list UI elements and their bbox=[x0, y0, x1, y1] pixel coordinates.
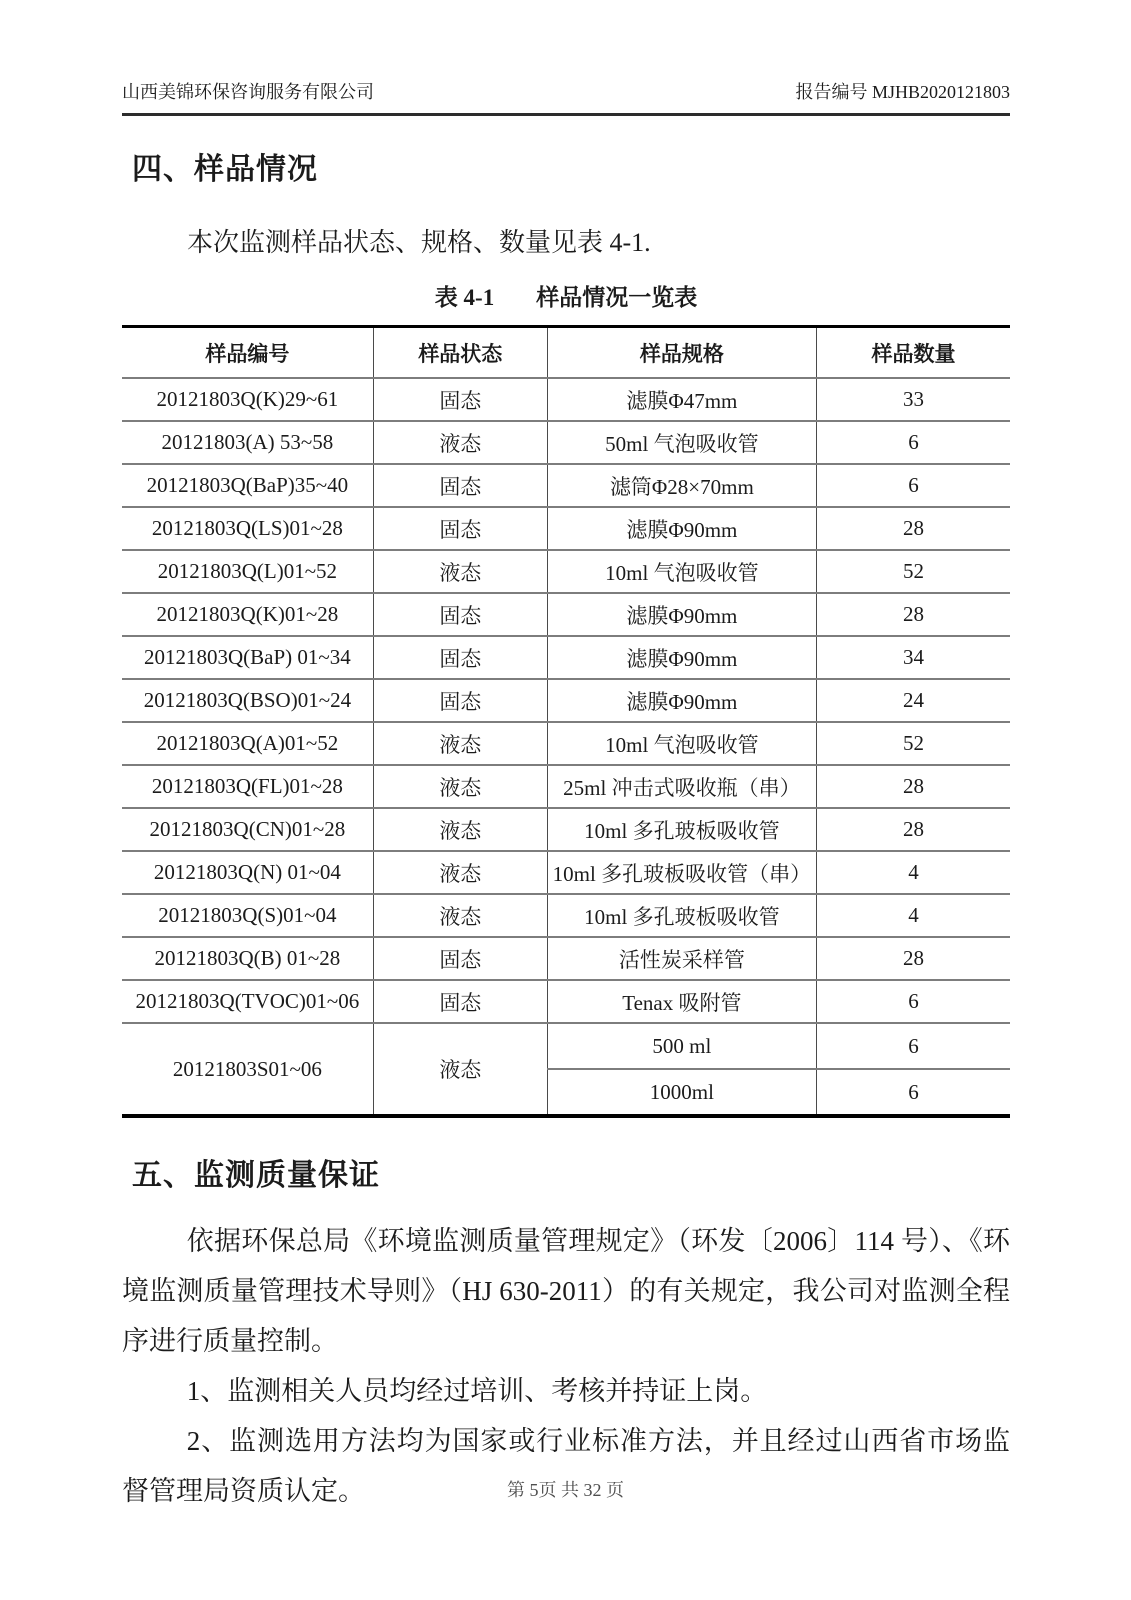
cell-sample-spec: 滤膜Φ90mm bbox=[547, 593, 816, 636]
table-row bbox=[122, 378, 1010, 421]
table-caption-label: 表 4-1 bbox=[434, 285, 495, 310]
col-header-sample-id: 样品编号 bbox=[122, 327, 373, 379]
table-caption-title: 样品情况一览表 bbox=[536, 285, 698, 310]
cell-sample-id: 20121803Q(BaP) 01~34 bbox=[122, 636, 373, 679]
col-header-sample-spec: 样品规格 bbox=[547, 327, 816, 379]
cell-sample-qty: 24 bbox=[816, 679, 1010, 722]
cell-sample-qty: 6 bbox=[816, 421, 1010, 464]
cell-sample-qty: 28 bbox=[816, 937, 1010, 980]
cell-sample-spec: Tenax 吸附管 bbox=[547, 980, 816, 1023]
table-header-row bbox=[122, 327, 1010, 379]
cell-sample-state: 液态 bbox=[373, 722, 547, 765]
cell-sample-id: 20121803Q(N) 01~04 bbox=[122, 851, 373, 894]
table-row bbox=[122, 636, 1010, 679]
cell-sample-id: 20121803Q(CN)01~28 bbox=[122, 808, 373, 851]
col-header-sample-state: 样品状态 bbox=[373, 327, 547, 379]
cell-sample-id: 20121803Q(L)01~52 bbox=[122, 550, 373, 593]
table-row bbox=[122, 593, 1010, 636]
cell-sample-spec: 10ml 多孔玻板吸收管 bbox=[547, 808, 816, 851]
cell-sample-id: 20121803Q(TVOC)01~06 bbox=[122, 980, 373, 1023]
cell-sample-spec: 滤筒Φ28×70mm bbox=[547, 464, 816, 507]
cell-sample-id: 20121803(A) 53~58 bbox=[122, 421, 373, 464]
cell-sample-state: 固态 bbox=[373, 464, 547, 507]
cell-sample-spec: 10ml 气泡吸收管 bbox=[547, 550, 816, 593]
cell-sample-state: 液态 bbox=[373, 808, 547, 851]
table-row bbox=[122, 808, 1010, 851]
cell-sample-qty: 52 bbox=[816, 722, 1010, 765]
cell-sample-id: 20121803Q(S)01~04 bbox=[122, 894, 373, 937]
cell-sample-spec: 500 ml bbox=[547, 1023, 816, 1069]
table-row bbox=[122, 679, 1010, 722]
cell-sample-spec: 50ml 气泡吸收管 bbox=[547, 421, 816, 464]
table-row bbox=[122, 894, 1010, 937]
col-header-sample-qty: 样品数量 bbox=[816, 327, 1010, 379]
cell-sample-state: 液态 bbox=[373, 1023, 547, 1116]
section5-item-1: 1、监测相关人员均经过培训、考核并持证上岗。 bbox=[186, 1376, 768, 1406]
section5-paragraph: 依据环保总局《环境监测质量管理规定》（环发〔2006〕114 号）、《环境监测质量管理技术导则》（HJ 630-2011）的有关规定，我公司对监测全程序进行质量控制。 bbox=[122, 1226, 1010, 1356]
cell-sample-id: 20121803Q(FL)01~28 bbox=[122, 765, 373, 808]
cell-sample-state: 固态 bbox=[373, 679, 547, 722]
cell-sample-qty: 4 bbox=[816, 894, 1010, 937]
cell-sample-qty: 33 bbox=[816, 378, 1010, 421]
company-name: 山西美锦环保咨询服务有限公司 bbox=[122, 82, 374, 102]
cell-sample-spec: 滤膜Φ90mm bbox=[547, 636, 816, 679]
table-row bbox=[122, 851, 1010, 894]
cell-sample-spec: 25ml 冲击式吸收瓶（串） bbox=[547, 765, 816, 808]
table-row bbox=[122, 421, 1010, 464]
cell-sample-id: 20121803Q(B) 01~28 bbox=[122, 937, 373, 980]
cell-sample-qty: 6 bbox=[816, 980, 1010, 1023]
cell-sample-qty: 28 bbox=[816, 765, 1010, 808]
cell-sample-state: 液态 bbox=[373, 421, 547, 464]
cell-sample-state: 固态 bbox=[373, 636, 547, 679]
cell-sample-qty: 28 bbox=[816, 808, 1010, 851]
cell-sample-id: 20121803S01~06 bbox=[122, 1023, 373, 1116]
cell-sample-state: 固态 bbox=[373, 507, 547, 550]
cell-sample-spec: 滤膜Φ90mm bbox=[547, 507, 816, 550]
cell-sample-state: 液态 bbox=[373, 894, 547, 937]
cell-sample-id: 20121803Q(K)29~61 bbox=[122, 378, 373, 421]
cell-sample-id: 20121803Q(A)01~52 bbox=[122, 722, 373, 765]
cell-sample-qty: 6 bbox=[816, 464, 1010, 507]
cell-sample-qty: 52 bbox=[816, 550, 1010, 593]
cell-sample-id: 20121803Q(K)01~28 bbox=[122, 593, 373, 636]
cell-sample-spec: 10ml 多孔玻板吸收管 bbox=[547, 894, 816, 937]
cell-sample-state: 固态 bbox=[373, 378, 547, 421]
cell-sample-qty: 6 bbox=[816, 1023, 1010, 1069]
cell-sample-spec: 滤膜Φ90mm bbox=[547, 679, 816, 722]
cell-sample-id: 20121803Q(LS)01~28 bbox=[122, 507, 373, 550]
page-header bbox=[122, 0, 1010, 116]
cell-sample-spec: 10ml 多孔玻板吸收管（串） bbox=[547, 851, 816, 894]
cell-sample-spec: 滤膜Φ47mm bbox=[547, 378, 816, 421]
cell-sample-state: 固态 bbox=[373, 937, 547, 980]
cell-sample-id: 20121803Q(BSO)01~24 bbox=[122, 679, 373, 722]
cell-sample-state: 液态 bbox=[373, 851, 547, 894]
cell-sample-state: 液态 bbox=[373, 765, 547, 808]
cell-sample-qty: 34 bbox=[816, 636, 1010, 679]
section5-item-2: 2、监测选用方法均为国家或行业标准方法，并且经过山西省市场监督管理局资质认定。 bbox=[122, 1426, 1010, 1506]
page-footer bbox=[0, 1476, 1131, 1502]
report-number: 报告编号 MJHB2020121803 bbox=[795, 82, 1010, 102]
section5-heading: 五、监测质量保证 bbox=[132, 1159, 380, 1192]
page-number: 第 5页 共 32 页 bbox=[507, 1480, 624, 1500]
sample-table bbox=[122, 325, 1010, 1118]
cell-sample-qty: 28 bbox=[816, 593, 1010, 636]
table-row-merged bbox=[122, 1023, 1010, 1069]
cell-sample-qty: 6 bbox=[816, 1069, 1010, 1116]
table-row bbox=[122, 980, 1010, 1023]
cell-sample-qty: 4 bbox=[816, 851, 1010, 894]
section4-heading: 四、样品情况 bbox=[132, 153, 318, 186]
cell-sample-id: 20121803Q(BaP)35~40 bbox=[122, 464, 373, 507]
cell-sample-state: 液态 bbox=[373, 550, 547, 593]
cell-sample-qty: 28 bbox=[816, 507, 1010, 550]
table-row bbox=[122, 507, 1010, 550]
table-row bbox=[122, 765, 1010, 808]
cell-sample-spec: 1000ml bbox=[547, 1069, 816, 1116]
table-row bbox=[122, 722, 1010, 765]
table-row bbox=[122, 550, 1010, 593]
table-caption bbox=[122, 279, 1010, 312]
cell-sample-spec: 活性炭采样管 bbox=[547, 937, 816, 980]
cell-sample-spec: 10ml 气泡吸收管 bbox=[547, 722, 816, 765]
table-row bbox=[122, 937, 1010, 980]
section4-intro: 本次监测样品状态、规格、数量见表 4-1. bbox=[187, 228, 651, 257]
cell-sample-state: 固态 bbox=[373, 593, 547, 636]
cell-sample-state: 固态 bbox=[373, 980, 547, 1023]
table-row bbox=[122, 464, 1010, 507]
